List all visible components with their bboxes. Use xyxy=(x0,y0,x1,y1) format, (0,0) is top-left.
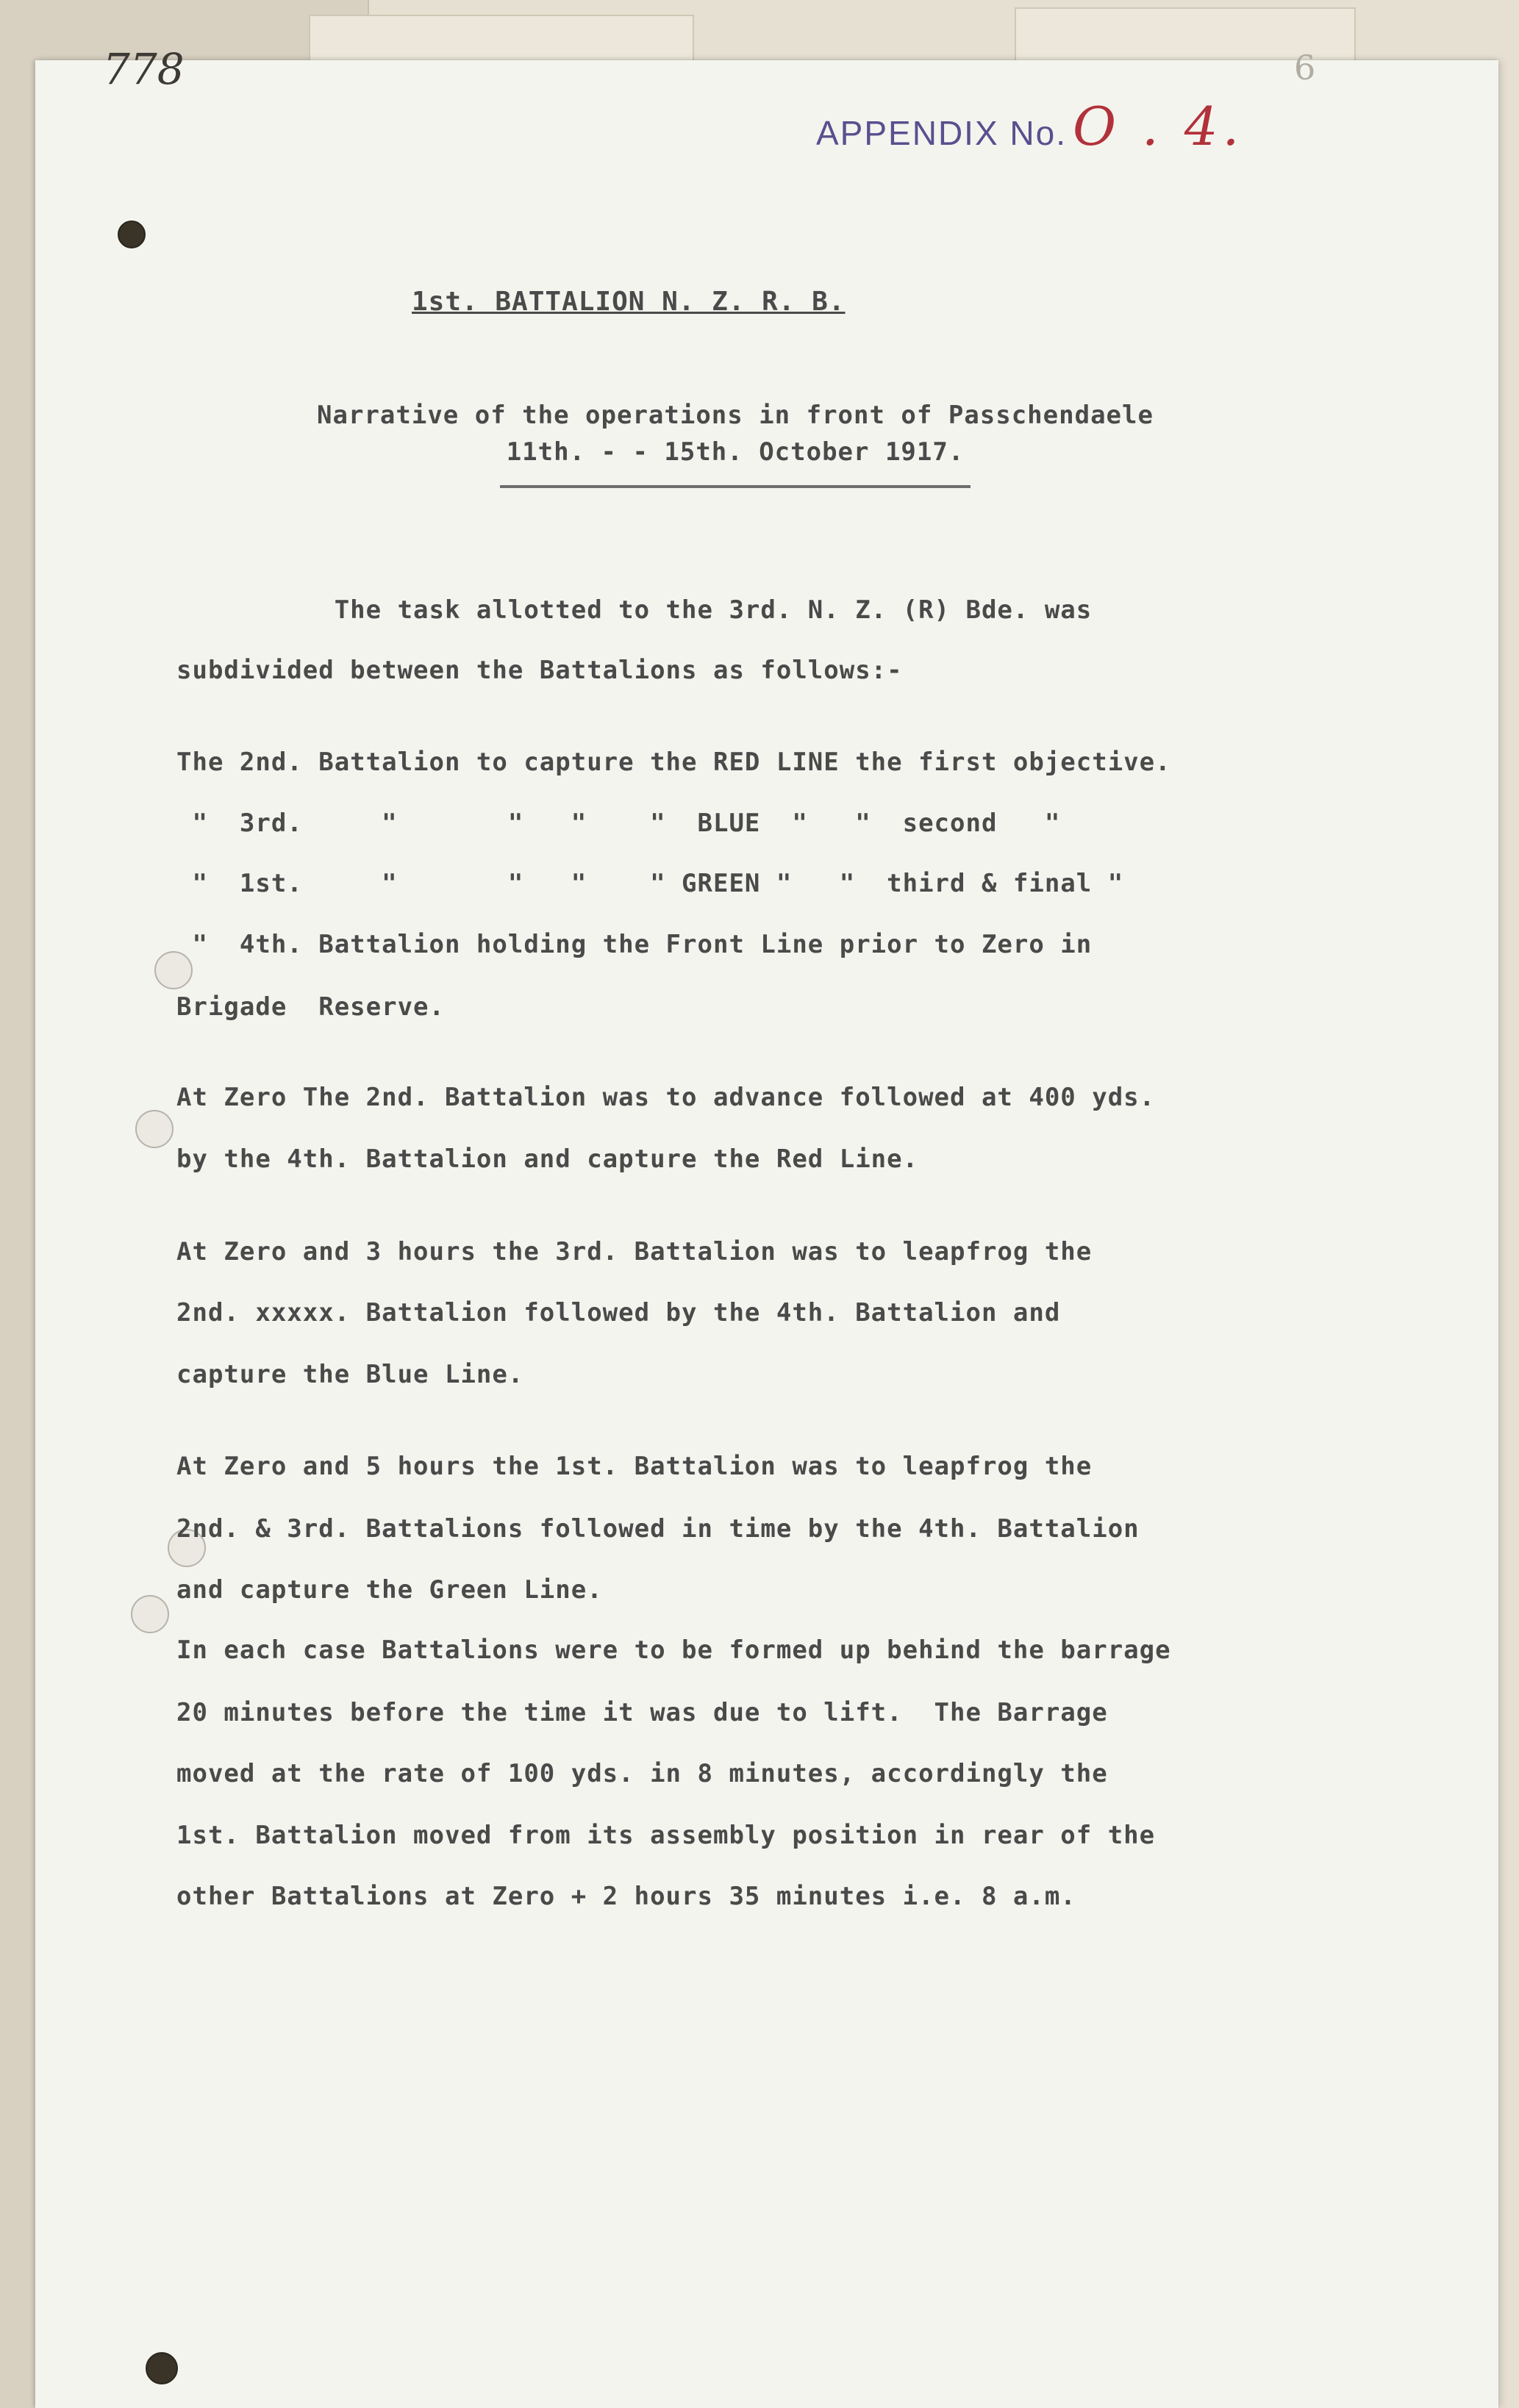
subtitle-line-2: 11th. - - 15th. October 1917. xyxy=(506,437,965,467)
folio-number: 778 xyxy=(103,44,185,94)
body-line: 2nd. xxxxx. Battalion followed by the 4th. Battalion and xyxy=(176,1298,1061,1327)
body-line: In each case Battalions were to be formed up behind the barrage xyxy=(176,1635,1171,1665)
body-line: 2nd. & 3rd. Battalions followed in time by the 4th. Battalion xyxy=(176,1514,1140,1544)
appendix-label: APPENDIX No. xyxy=(816,114,1067,152)
body-line: moved at the rate of 100 yds. in 8 minutes, accordingly the xyxy=(176,1759,1108,1788)
body-line: At Zero The 2nd. Battalion was to advance followed at 400 yds. xyxy=(176,1083,1156,1112)
body-line: 20 minutes before the time it was due to lift. The Barrage xyxy=(176,1698,1108,1727)
body-line: by the 4th. Battalion and capture the Red Line. xyxy=(176,1144,919,1174)
appendix-stamp xyxy=(816,96,1243,157)
punch-hole xyxy=(135,1110,174,1148)
punch-hole xyxy=(118,221,146,248)
body-line: 1st. Battalion moved from its assembly position in rear of the xyxy=(176,1821,1156,1850)
appendix-number: O . 4. xyxy=(1073,96,1244,157)
body-line: " 3rd. " " " " BLUE " " second " xyxy=(176,809,1061,838)
body-line: subdivided between the Battalions as follows:- xyxy=(176,656,903,685)
document-heading: 1st. BATTALION N. Z. R. B. xyxy=(412,287,846,317)
body-line: other Battalions at Zero + 2 hours 35 minutes i.e. 8 a.m. xyxy=(176,1882,1076,1911)
body-line: " 4th. Battalion holding the Front Line prior to Zero in xyxy=(176,930,1093,959)
punch-hole xyxy=(146,2352,178,2384)
body-line: At Zero and 3 hours the 3rd. Battalion was to leapfrog the xyxy=(176,1237,1093,1266)
body-line: capture the Blue Line. xyxy=(176,1360,524,1389)
body-line: The 2nd. Battalion to capture the RED LINE the first objective. xyxy=(176,748,1171,777)
subtitle-rule xyxy=(500,485,971,488)
body-line: Brigade Reserve. xyxy=(176,992,445,1022)
punch-hole xyxy=(131,1595,169,1633)
body-line: At Zero and 5 hours the 1st. Battalion was to leapfrog the xyxy=(176,1452,1093,1481)
document-subtitle xyxy=(221,397,1250,488)
body-line: " 1st. " " " " GREEN " " third & final " xyxy=(176,869,1124,898)
page-number: 6 xyxy=(1294,48,1316,87)
subtitle-line-1: Narrative of the operations in front of Passchendaele xyxy=(317,401,1154,430)
body-line: The task allotted to the 3rd. N. Z. (R) Bde. was xyxy=(176,595,1093,625)
body-line: and capture the Green Line. xyxy=(176,1575,603,1605)
